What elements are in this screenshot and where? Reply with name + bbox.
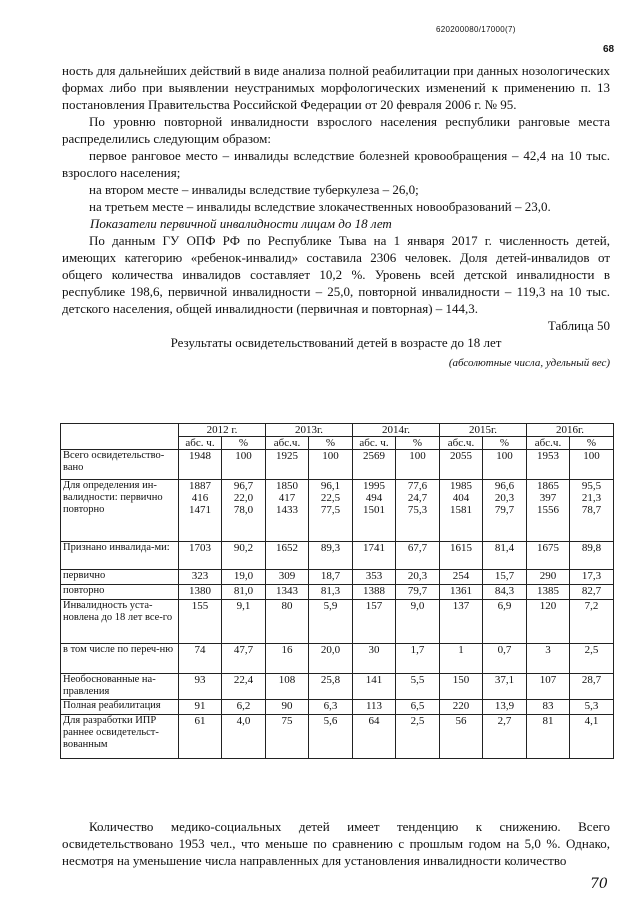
table-year-header-row	[61, 424, 614, 437]
table-cell: 157	[353, 600, 396, 644]
table-cell: 91	[179, 700, 222, 715]
table-cell: 1	[440, 644, 483, 674]
table-cell: 0,7	[483, 644, 527, 674]
table-cell: 18,7	[309, 570, 353, 585]
table-cell: 1615	[440, 542, 483, 570]
table-cell: 100	[570, 450, 614, 480]
table-row	[61, 542, 614, 570]
table-cell: 1703	[179, 542, 222, 570]
table-cell: 30	[353, 644, 396, 674]
table-cell: 1865 397 1556	[527, 480, 570, 542]
table-cell: 2,5	[396, 715, 440, 759]
table-cell: 6,9	[483, 600, 527, 644]
table-cell: 5,9	[309, 600, 353, 644]
table-cell: 141	[353, 674, 396, 700]
table-cell: 1343	[266, 585, 309, 600]
table-cell: 16	[266, 644, 309, 674]
table-cell: 5,3	[570, 700, 614, 715]
table-cell: 1361	[440, 585, 483, 600]
table-cell: 9,0	[396, 600, 440, 644]
table-cell: 89,8	[570, 542, 614, 570]
table-cell: 90	[266, 700, 309, 715]
table-corner-cell	[61, 424, 179, 450]
row-label: Для разработки ИПР раннее освидетельст-вованным	[61, 715, 179, 759]
table-cell: 84,3	[483, 585, 527, 600]
table-row	[61, 600, 614, 644]
table-cell: 220	[440, 700, 483, 715]
table-cell: 1380	[179, 585, 222, 600]
table-cell: 75	[266, 715, 309, 759]
table-cell: 1675	[527, 542, 570, 570]
table-cell: 1388	[353, 585, 396, 600]
year-header: 2016г.	[527, 424, 614, 437]
table-cell: 28,7	[570, 674, 614, 700]
page-number: 68	[603, 44, 615, 55]
table-cell: 22,4	[222, 674, 266, 700]
table-cell: 19,0	[222, 570, 266, 585]
table-cell: 20,3	[396, 570, 440, 585]
paragraph-2: По уровню повторной инвалидности взрослого населения республики ранговые места распределились следующим образом:	[62, 114, 610, 146]
table-cell: 47,7	[222, 644, 266, 674]
table-cell: 17,3	[570, 570, 614, 585]
table-cell: 81,4	[483, 542, 527, 570]
table-cell: 2,5	[570, 644, 614, 674]
row-label: первично	[61, 570, 179, 585]
table-row	[61, 585, 614, 600]
subheader-cell: %	[222, 437, 266, 450]
subheader-cell: абс.ч.	[440, 437, 483, 450]
table-cell: 61	[179, 715, 222, 759]
table-row	[61, 480, 614, 542]
document-code: 620200080/17000(7)	[436, 25, 516, 34]
subheader-cell: абс. ч.	[353, 437, 396, 450]
subheader-cell: %	[570, 437, 614, 450]
subheader-cell: абс.ч.	[266, 437, 309, 450]
table-row	[61, 450, 614, 480]
paragraph-4: на втором месте – инвалиды вследствие туберкулеза – 26,0;	[89, 182, 419, 197]
results-table	[60, 423, 614, 759]
row-label: Признано инвалида-ми:	[61, 542, 179, 570]
table-cell: 137	[440, 600, 483, 644]
row-label: Необоснованные на-правления	[61, 674, 179, 700]
table-cell: 1953	[527, 450, 570, 480]
table-cell: 100	[396, 450, 440, 480]
row-label: Инвалидность уста-новлена до 18 лет все-го	[61, 600, 179, 644]
subheader-cell: %	[483, 437, 527, 450]
text-block-bottom	[62, 818, 610, 869]
table-cell: 1,7	[396, 644, 440, 674]
table-title: Результаты освидетельствований детей в возрасте до 18 лет	[170, 335, 502, 350]
table-cell: 100	[309, 450, 353, 480]
table-cell: 107	[527, 674, 570, 700]
table-cell: 64	[353, 715, 396, 759]
table-cell: 6,5	[396, 700, 440, 715]
table-cell: 1887 416 1471	[179, 480, 222, 542]
table-cell: 1741	[353, 542, 396, 570]
table-cell: 81	[527, 715, 570, 759]
table-cell: 89,3	[309, 542, 353, 570]
year-header: 2012 г.	[179, 424, 266, 437]
table-cell: 150	[440, 674, 483, 700]
table-cell: 95,5 21,3 78,7	[570, 480, 614, 542]
table-cell: 5,6	[309, 715, 353, 759]
table-cell: 79,7	[396, 585, 440, 600]
year-header: 2013г.	[266, 424, 353, 437]
row-label: повторно	[61, 585, 179, 600]
table-cell: 77,6 24,7 75,3	[396, 480, 440, 542]
table-row	[61, 715, 614, 759]
table-unit-note: (абсолютные числа, удельный вес)	[448, 357, 610, 369]
paragraph-5: на третьем месте – инвалиды вследствие злокачественных новообразований – 23,0.	[89, 199, 551, 214]
table-cell: 2,7	[483, 715, 527, 759]
table-row	[61, 644, 614, 674]
table-row	[61, 674, 614, 700]
table-cell: 2055	[440, 450, 483, 480]
table-cell: 82,7	[570, 585, 614, 600]
subheader-cell: абс. ч.	[179, 437, 222, 450]
table-cell: 254	[440, 570, 483, 585]
subheader-cell: абс.ч.	[527, 437, 570, 450]
table-cell: 13,9	[483, 700, 527, 715]
table-cell: 1995 494 1501	[353, 480, 396, 542]
table-row	[61, 700, 614, 715]
table-cell: 90,2	[222, 542, 266, 570]
table-cell: 37,1	[483, 674, 527, 700]
paragraph-1: ность для дальнейших действий в виде анализа полной реабилитации при данных нозологических формах либо при выявлении неустранимых морфологических изменений к применению п. 13 постановления Правительства Российской Федерации от 20 февраля 2006 г. № 95.	[62, 63, 610, 112]
subheader-cell: %	[396, 437, 440, 450]
table-cell: 353	[353, 570, 396, 585]
table-cell: 1385	[527, 585, 570, 600]
table-cell: 1985 404 1581	[440, 480, 483, 542]
subheader-cell: %	[309, 437, 353, 450]
year-header: 2015г.	[440, 424, 527, 437]
table-cell: 81,3	[309, 585, 353, 600]
text-block-top	[62, 62, 610, 372]
table-cell: 1948	[179, 450, 222, 480]
table-cell: 1850 417 1433	[266, 480, 309, 542]
table-cell: 83	[527, 700, 570, 715]
table-cell: 7,2	[570, 600, 614, 644]
table-cell: 56	[440, 715, 483, 759]
table-cell: 1925	[266, 450, 309, 480]
table-cell: 5,5	[396, 674, 440, 700]
table-cell: 96,7 22,0 78,0	[222, 480, 266, 542]
table-cell: 100	[483, 450, 527, 480]
table-cell: 4,1	[570, 715, 614, 759]
paragraph-3: первое ранговое место – инвалиды вследствие болезней кровообращения – 42,4 на 10 тыс. взрослого населения;	[62, 148, 610, 180]
table-cell: 96,1 22,5 77,5	[309, 480, 353, 542]
table-cell: 74	[179, 644, 222, 674]
table-cell: 81,0	[222, 585, 266, 600]
table-cell: 9,1	[222, 600, 266, 644]
row-label: Для определения ин-валидности: первично повторно	[61, 480, 179, 542]
row-label: Всего освидетельство-вано	[61, 450, 179, 480]
table-cell: 1652	[266, 542, 309, 570]
table-cell: 100	[222, 450, 266, 480]
table-label: Таблица 50	[547, 318, 610, 333]
table-cell: 290	[527, 570, 570, 585]
table-cell: 20,0	[309, 644, 353, 674]
table-cell: 113	[353, 700, 396, 715]
row-label: Полная реабилитация	[61, 700, 179, 715]
table-cell: 309	[266, 570, 309, 585]
table-cell: 4,0	[222, 715, 266, 759]
table-cell: 67,7	[396, 542, 440, 570]
paragraph-7: Количество медико-социальных детей имеет тенденцию к снижению. Всего освидетельствовано 1953 чел., что меньше по сравнению с прошлым годом на 5,0 %. Однако, несмотря на уменьшение числа направленных для установления инвалидности количество	[62, 819, 610, 868]
year-header: 2014г.	[353, 424, 440, 437]
section-heading: Показатели первичной инвалидности лицам до 18 лет	[90, 216, 392, 231]
table-row	[61, 570, 614, 585]
table-cell: 155	[179, 600, 222, 644]
table-cell: 120	[527, 600, 570, 644]
table-body	[61, 450, 614, 759]
table-cell: 323	[179, 570, 222, 585]
table-cell: 96,6 20,3 79,7	[483, 480, 527, 542]
table-cell: 6,3	[309, 700, 353, 715]
table-cell: 3	[527, 644, 570, 674]
paragraph-6: По данным ГУ ОПФ РФ по Республике Тыва на 1 января 2017 г. численность детей, имеющих категорию «ребенок-инвалид» составила 2306 человек. Доля детей-инвалидов от общего количества инвалидов составляет 10,2 %. Уровень всей детской инвалидности в республике 198,6, первичной инвалидности – 25,0, повторной инвалидности – 119,3 на 10 тыс. детского населения, общей инвалидности (первичная и повторная) – 144,3.	[62, 233, 610, 316]
handwritten-page-number: 70	[590, 876, 608, 892]
table-cell: 15,7	[483, 570, 527, 585]
table-cell: 93	[179, 674, 222, 700]
table-cell: 108	[266, 674, 309, 700]
table-cell: 2569	[353, 450, 396, 480]
table-cell: 80	[266, 600, 309, 644]
table-cell: 25,8	[309, 674, 353, 700]
row-label: в том числе по переч-ню	[61, 644, 179, 674]
table-cell: 6,2	[222, 700, 266, 715]
